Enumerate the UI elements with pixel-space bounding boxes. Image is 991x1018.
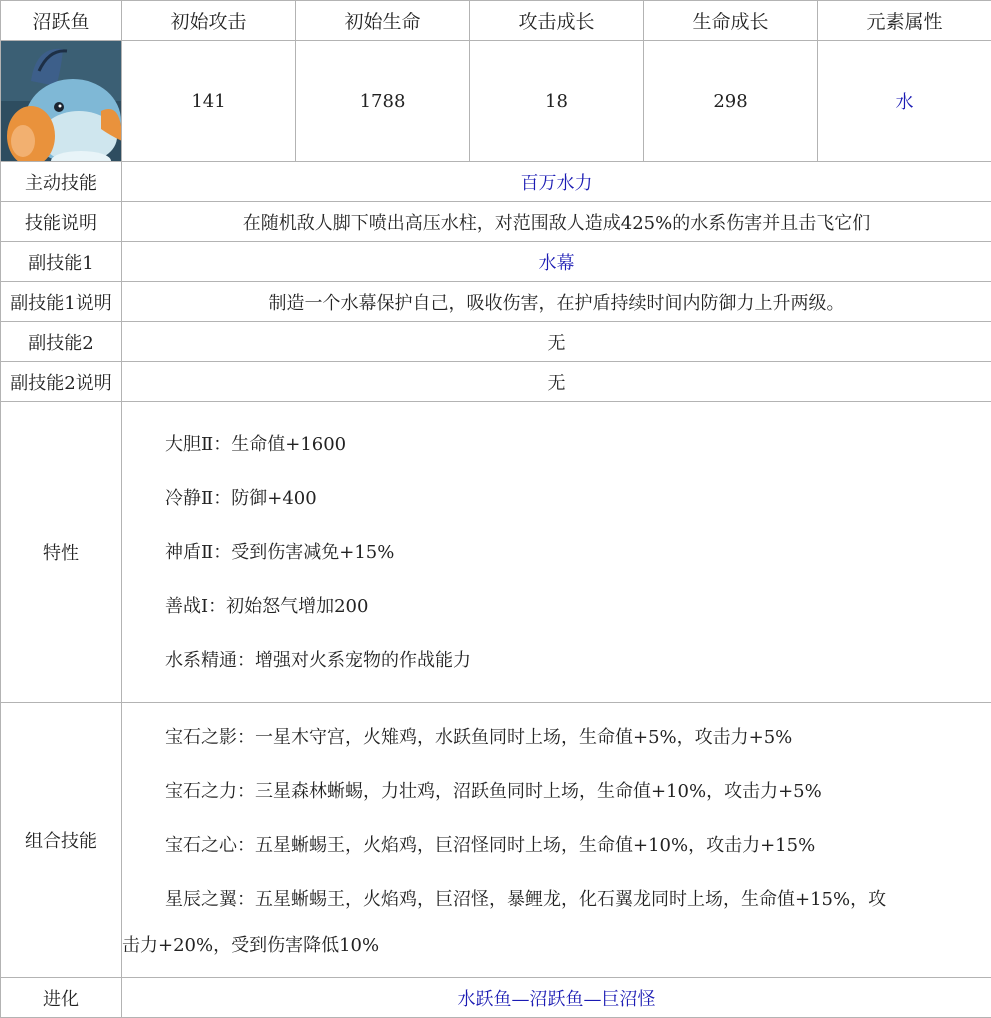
header-initial-hp: 初始生命 xyxy=(296,1,470,41)
traits-row xyxy=(1,402,991,703)
active-skill-link[interactable]: 百万水力 xyxy=(122,162,991,202)
combo-item: 宝石之影：一星木守宫，火雉鸡，水跃鱼同时上场，生命值+5%，攻击力+5% xyxy=(122,711,991,765)
sub-skill1-desc-text: 制造一个水幕保护自己，吸收伤害，在护盾持续时间内防御力上升两级。 xyxy=(122,282,991,322)
header-element: 元素属性 xyxy=(818,1,991,41)
combo-item-line2: 击力+20%，受到伤害降低10% xyxy=(122,923,987,969)
trait-item: 水系精通：增强对火系宠物的作战能力 xyxy=(122,634,991,688)
skill-desc-text: 在随机敌人脚下喷出高压水柱，对范围敌人造成425%的水系伤害并且击飞它们 xyxy=(122,202,991,242)
sub-skill1-label: 副技能1 xyxy=(1,242,122,282)
sub-skill2-desc-row xyxy=(1,362,991,402)
sub-skill2-desc-label: 副技能2说明 xyxy=(1,362,122,402)
element-link[interactable]: 水 xyxy=(818,41,991,162)
header-hp-growth: 生命成长 xyxy=(644,1,818,41)
trait-item: 大胆Ⅱ：生命值+1600 xyxy=(122,418,991,472)
combo-row xyxy=(1,703,991,978)
combo-item: 宝石之心：五星蜥蜴王，火焰鸡，巨沼怪同时上场，生命值+10%，攻击力+15% xyxy=(122,819,991,873)
header-attack-growth: 攻击成长 xyxy=(470,1,644,41)
combo-list xyxy=(122,703,991,978)
evolution-label: 进化 xyxy=(1,978,122,1018)
combo-item-line1: 星辰之翼：五星蜥蜴王，火焰鸡，巨沼怪，暴鲤龙，化石翼龙同时上场，生命值+15%，攻 xyxy=(165,889,886,910)
trait-item: 冷静Ⅱ：防御+400 xyxy=(122,472,991,526)
skill-desc-label: 技能说明 xyxy=(1,202,122,242)
sub-skill2-desc-value: 无 xyxy=(122,362,991,402)
attack-growth-value: 18 xyxy=(470,41,644,162)
sub-skill2-label: 副技能2 xyxy=(1,322,122,362)
initial-attack-value: 141 xyxy=(122,41,296,162)
initial-hp-value: 1788 xyxy=(296,41,470,162)
combo-item xyxy=(122,873,987,969)
swampert-portrait-icon xyxy=(1,41,122,162)
sub-skill1-row xyxy=(1,242,991,282)
sub-skill1-desc-label: 副技能1说明 xyxy=(1,282,122,322)
active-skill-label: 主动技能 xyxy=(1,162,122,202)
trait-item: 神盾Ⅱ：受到伤害减免+15% xyxy=(122,526,991,580)
portrait-image xyxy=(1,41,122,161)
active-skill-row xyxy=(1,162,991,202)
combo-label: 组合技能 xyxy=(1,703,122,978)
traits-list xyxy=(122,402,991,703)
combo-item: 宝石之力：三星森林蜥蜴，力壮鸡，沼跃鱼同时上场，生命值+10%，攻击力+5% xyxy=(122,765,991,819)
traits-label: 特性 xyxy=(1,402,122,703)
hp-growth-value: 298 xyxy=(644,41,818,162)
trait-item: 善战I：初始怒气增加200 xyxy=(122,580,991,634)
skill-desc-row xyxy=(1,202,991,242)
sub-skill1-link[interactable]: 水幕 xyxy=(122,242,991,282)
header-initial-attack: 初始攻击 xyxy=(122,1,296,41)
sub-skill2-row xyxy=(1,322,991,362)
header-row xyxy=(1,1,991,41)
pet-name: 沼跃鱼 xyxy=(1,1,122,41)
sub-skill2-value: 无 xyxy=(122,322,991,362)
sub-skill1-desc-row xyxy=(1,282,991,322)
stats-row xyxy=(1,41,991,162)
evolution-link[interactable]: 水跃鱼—沼跃鱼—巨沼怪 xyxy=(122,978,991,1018)
